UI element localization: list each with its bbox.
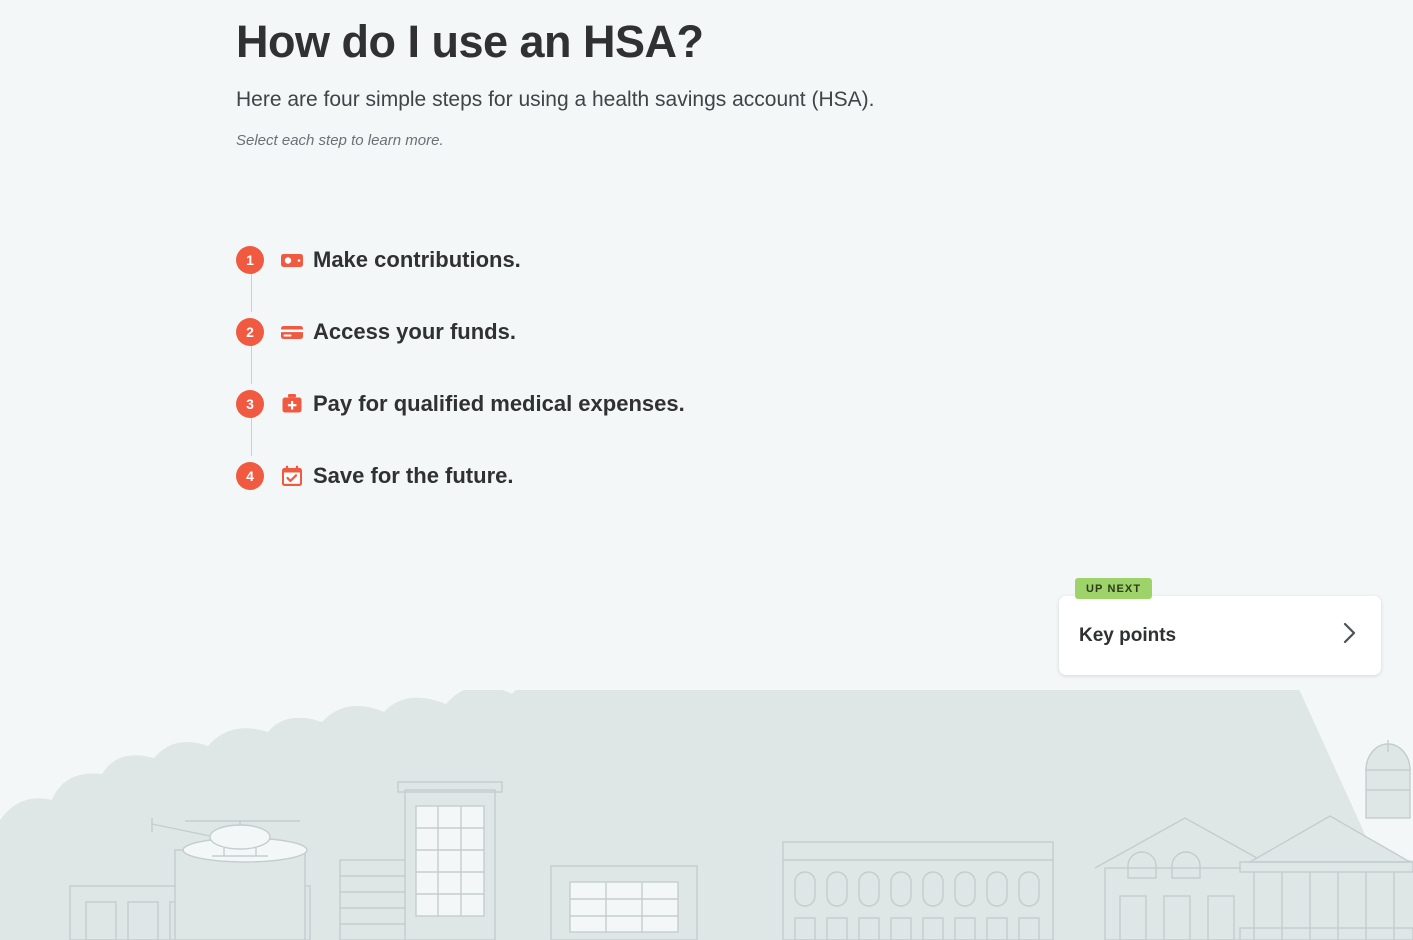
steps-list bbox=[236, 240, 1036, 496]
step-item-3[interactable] bbox=[236, 384, 1036, 424]
up-next-card[interactable] bbox=[1059, 596, 1381, 675]
step-number-badge-1: 1 bbox=[236, 246, 264, 274]
cash-icon bbox=[279, 247, 305, 273]
page-title: How do I use an HSA? bbox=[236, 16, 704, 67]
step-label-4: Save for the future. bbox=[313, 463, 514, 488]
step-item-1[interactable] bbox=[236, 240, 1036, 280]
content-column bbox=[236, 0, 1336, 149]
step-item-2[interactable] bbox=[236, 312, 1036, 352]
page-instruction: Select each step to learn more. bbox=[236, 132, 444, 150]
up-next-section bbox=[1059, 578, 1381, 675]
step-number-badge-4: 4 bbox=[236, 462, 264, 490]
calendar-check-icon bbox=[279, 463, 305, 489]
step-number-badge-2: 2 bbox=[236, 318, 264, 346]
step-item-4[interactable] bbox=[236, 456, 1036, 496]
credit-card-icon bbox=[279, 319, 305, 345]
city-skyline-illustration bbox=[0, 690, 1413, 940]
up-next-badge: UP NEXT bbox=[1075, 578, 1152, 599]
step-number-badge-3: 3 bbox=[236, 390, 264, 418]
chevron-right-icon bbox=[1341, 619, 1359, 652]
up-next-title: Key points bbox=[1079, 624, 1177, 646]
page-subtitle: Here are four simple steps for using a health savings account (HSA). bbox=[236, 88, 875, 112]
step-label-3: Pay for qualified medical expenses. bbox=[313, 391, 685, 416]
medical-bag-icon bbox=[279, 391, 305, 417]
step-label-2: Access your funds. bbox=[313, 319, 516, 344]
step-label-1: Make contributions. bbox=[313, 247, 521, 272]
